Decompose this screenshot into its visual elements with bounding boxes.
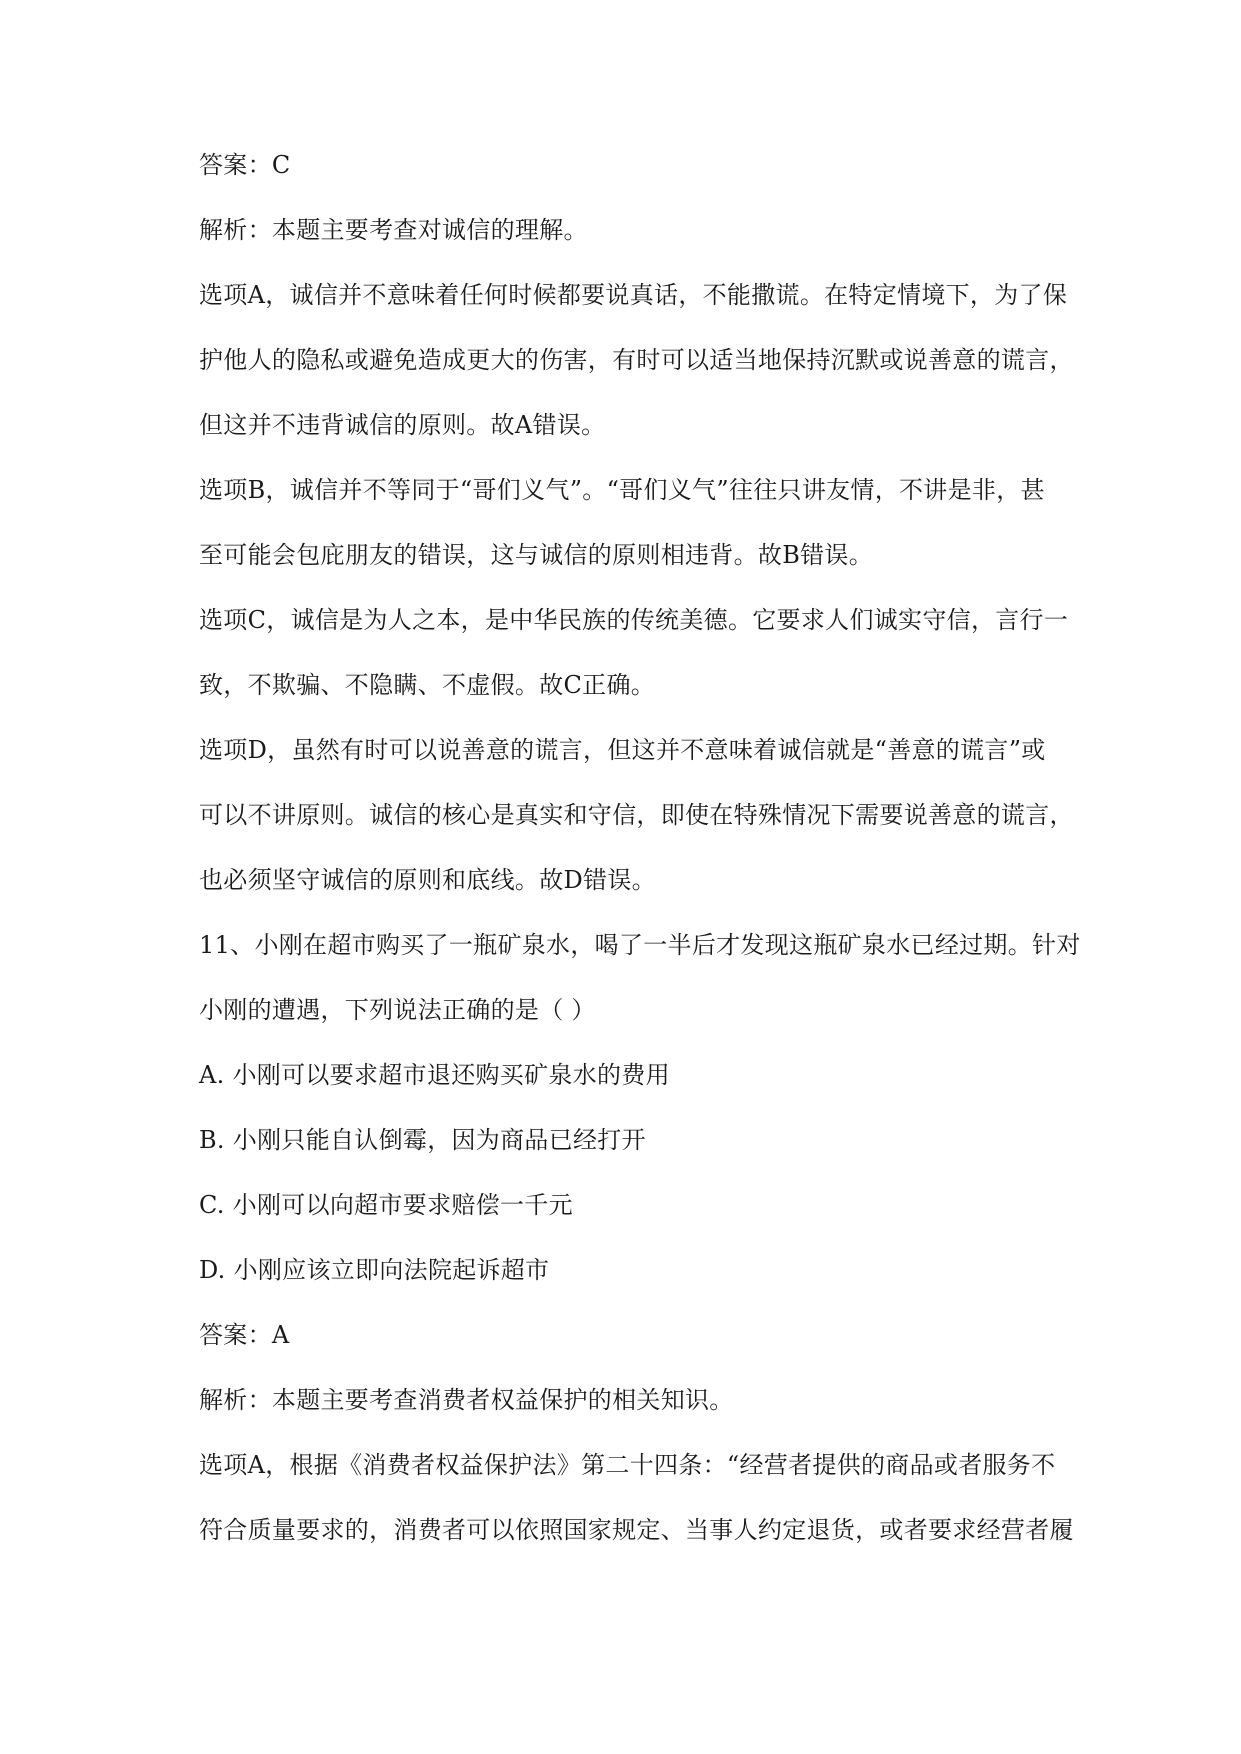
paragraph-line: 选项B，诚信并不等同于“哥们义气”。“哥们义气”往往只讲友情，不讲是非，甚: [199, 476, 1045, 504]
paragraph-line: 也必须坚守诚信的原则和底线。故D错误。: [199, 866, 656, 894]
paragraph-line: 选项A，根据《消费者权益保护法》第二十四条：“经营者提供的商品或者服务不: [199, 1451, 1056, 1479]
question-line: 11、小刚在超市购买了一瓶矿泉水，喝了一半后才发现这瓶矿泉水已经过期。针对: [199, 931, 1081, 959]
paragraph-line: 选项A，诚信并不意味着任何时候都要说真话，不能撒谎。在特定情境下，为了保: [199, 281, 1068, 309]
option-d: D. 小刚应该立即向法院起诉超市: [199, 1256, 550, 1284]
paragraph-line: 但这并不违背诚信的原则。故A错误。: [199, 411, 606, 439]
option-c: C. 小刚可以向超市要求赔偿一千元: [199, 1191, 573, 1219]
paragraph-line: 符合质量要求的，消费者可以依照国家规定、当事人约定退货，或者要求经营者履: [199, 1516, 1074, 1544]
question-line: 小刚的遭遇，下列说法正确的是（ ）: [199, 996, 596, 1024]
paragraph-line: 护他人的隐私或避免造成更大的伤害，有时可以适当地保持沉默或说善意的谎言，: [199, 346, 1074, 374]
paragraph-line: 选项C，诚信是为人之本，是中华民族的传统美德。它要求人们诚实守信，言行一: [199, 606, 1069, 634]
analysis-line: 解析：本题主要考查消费者权益保护的相关知识。: [199, 1386, 734, 1414]
analysis-line: 解析：本题主要考查对诚信的理解。: [199, 216, 588, 244]
option-a: A. 小刚可以要求超市退还购买矿泉水的费用: [199, 1061, 670, 1089]
paragraph-line: 至可能会包庇朋友的错误，这与诚信的原则相违背。故B错误。: [199, 541, 874, 569]
paragraph-line: 致，不欺骗、不隐瞒、不虚假。故C正确。: [199, 671, 656, 699]
paragraph-line: 选项D，虽然有时可以说善意的谎言，但这并不意味着诚信就是“善意的谎言”或: [199, 736, 1046, 764]
answer-line: 答案：C: [199, 151, 291, 179]
option-b: B. 小刚只能自认倒霉，因为商品已经打开: [199, 1126, 646, 1154]
paragraph-line: 可以不讲原则。诚信的核心是真实和守信，即使在特殊情况下需要说善意的谎言，: [199, 801, 1074, 829]
answer-line: 答案：A: [199, 1321, 290, 1349]
